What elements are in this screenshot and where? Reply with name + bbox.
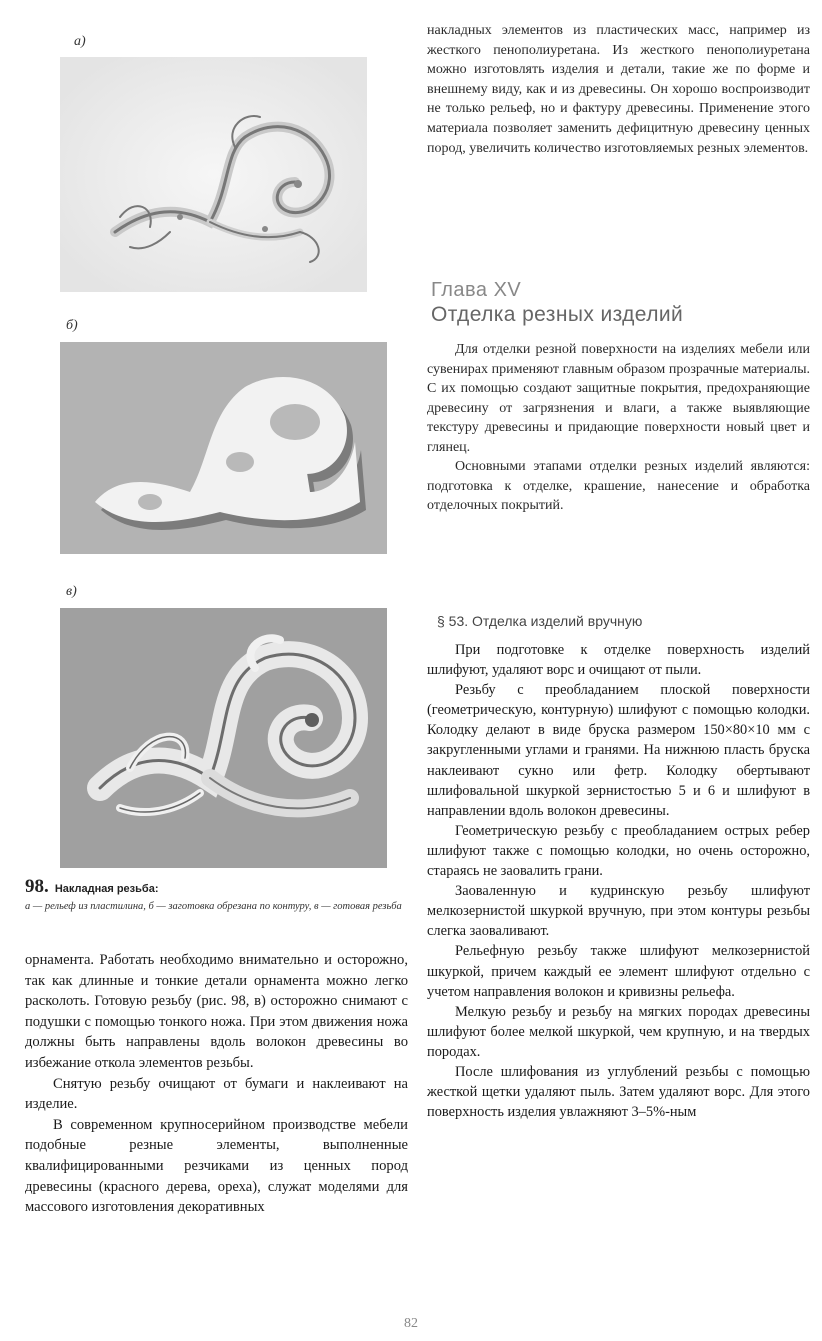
figure-a-clay-relief <box>60 57 367 292</box>
ornament-scroll-c-image <box>60 608 387 868</box>
figure-b-label: б) <box>66 318 78 333</box>
figure-title: Накладная резьба: <box>54 883 159 895</box>
figure-a-label: а) <box>74 34 86 49</box>
chapter-title: Отделка резных изделий <box>431 303 684 326</box>
section-heading: § 53. Отделка изделий вручную <box>437 613 643 629</box>
paragraph: Для отделки резной поверхности на изделиях мебели или сувенирах применяют главным образом прозрачные материалы. С их помощью создают защитные покрытия, предохраняющие древесину от загрязнения и влаги, а также выявляющие текстуру древесины и придающие поверхности новый цвет и глянец. <box>427 342 810 455</box>
chapter-heading <box>431 278 811 328</box>
paragraph: Геометрическую резьбу с преобладанием острых ребер шлифуют также с помощью колодки, но очень осторожно, стараясь не заовалить грани. <box>427 822 810 880</box>
paragraph: накладных элементов из пластических масс, например из жесткого пенополиуретана. Из жесткого пенополиуретана можно изготовлять изделия и детали, такие же по форме и внешнему виду, как и из древесины. Он хорошо воспроизводит не только рельеф, но и фактуру древесины. Применение этого материала позволяет заменить дефицитную древесину ценных пород, увеличить количество изготовляемых резных элементов. <box>427 23 810 156</box>
paragraph: Снятую резьбу очищают от бумаги и наклеивают на изделие. <box>25 1075 408 1113</box>
ornament-scroll-b-image <box>60 342 387 554</box>
chapter-intro-text <box>427 340 810 516</box>
chapter-number: Глава XV <box>431 279 522 301</box>
paragraph: Рельефную резьбу также шлифуют мелкозернистой шкуркой, причем каждый ее элемент шлифуют отдельно с учетом направления волокон и кривизны рельефа. <box>427 943 810 1000</box>
paragraph: Основными этапами отделки резных изделий являются: подготовка к отделке, крашение, нанесение и обработка отделочных покрытий. <box>427 459 810 513</box>
paragraph: При подготовке к отделке поверхность изделий шлифуют, удаляют ворс и очищают от пыли. <box>427 642 810 679</box>
figure-c-finished-carving <box>60 608 387 868</box>
figure-caption-title <box>25 876 158 898</box>
paragraph: После шлифования из углублений резьбы с помощью жесткой щетки удаляют пыль. Затем удаляют ворс. Для этого поверхность изделия увлажняют 3–5%-ным <box>427 1063 810 1121</box>
left-column-text <box>25 950 408 1218</box>
paragraph: орнамента. Работать необходимо внимательно и осторожно, так как длинные и тонкие детали орнамента можно легко расколоть. Готовую резьбу (рис. 98, в) осторожно снимают с подушки с помощью тонкого ножа. При этом движения ножа должны быть направлены вдоль волокон древесины во избежание откола элементов резьбы. <box>25 952 408 1071</box>
figure-number: 98. <box>25 876 49 897</box>
figure-caption: а — рельеф из пластилина, б — заготовка обрезана по контуру, в — готовая резьба <box>25 901 402 912</box>
paragraph: Резьбу с преобладанием плоской поверхности (геометрическую, контурную) шлифуют с помощью колодки. Колодку делают в виде бруска размером 150×80×10 мм с закругленными углами и гранями. На нижнюю пласть бруска наклеивают сукно или фетр. Колодку обертывают шлифовальной шкуркой зернистостью 5 и 6 и шлифуют в направлении вдоль волокон древесины. <box>427 682 810 819</box>
right-column-top-text <box>427 21 810 158</box>
section-text <box>427 640 810 1122</box>
page-number: 82 <box>404 1316 418 1331</box>
paragraph: В современном крупносерийном производстве мебели подобные резные элементы, выполненные квалифицированными резчиками из ценных пород древесины (красного дерева, ореха), служат моделями для массового изготовления декоративных <box>25 1116 408 1216</box>
figure-c-label: в) <box>66 584 77 599</box>
ornament-scroll-a-image <box>60 57 367 292</box>
paragraph: Мелкую резьбу и резьбу на мягких породах древесины шлифуют более мелкой шкуркой, чем крупную, и на твердых породах. <box>427 1003 810 1060</box>
paragraph: Заоваленную и кудринскую резьбу шлифуют мелкозернистой шкуркой вручную, при этом контуры резьбы слегка заоваливают. <box>427 883 810 940</box>
figure-b-cut-blank <box>60 342 387 554</box>
